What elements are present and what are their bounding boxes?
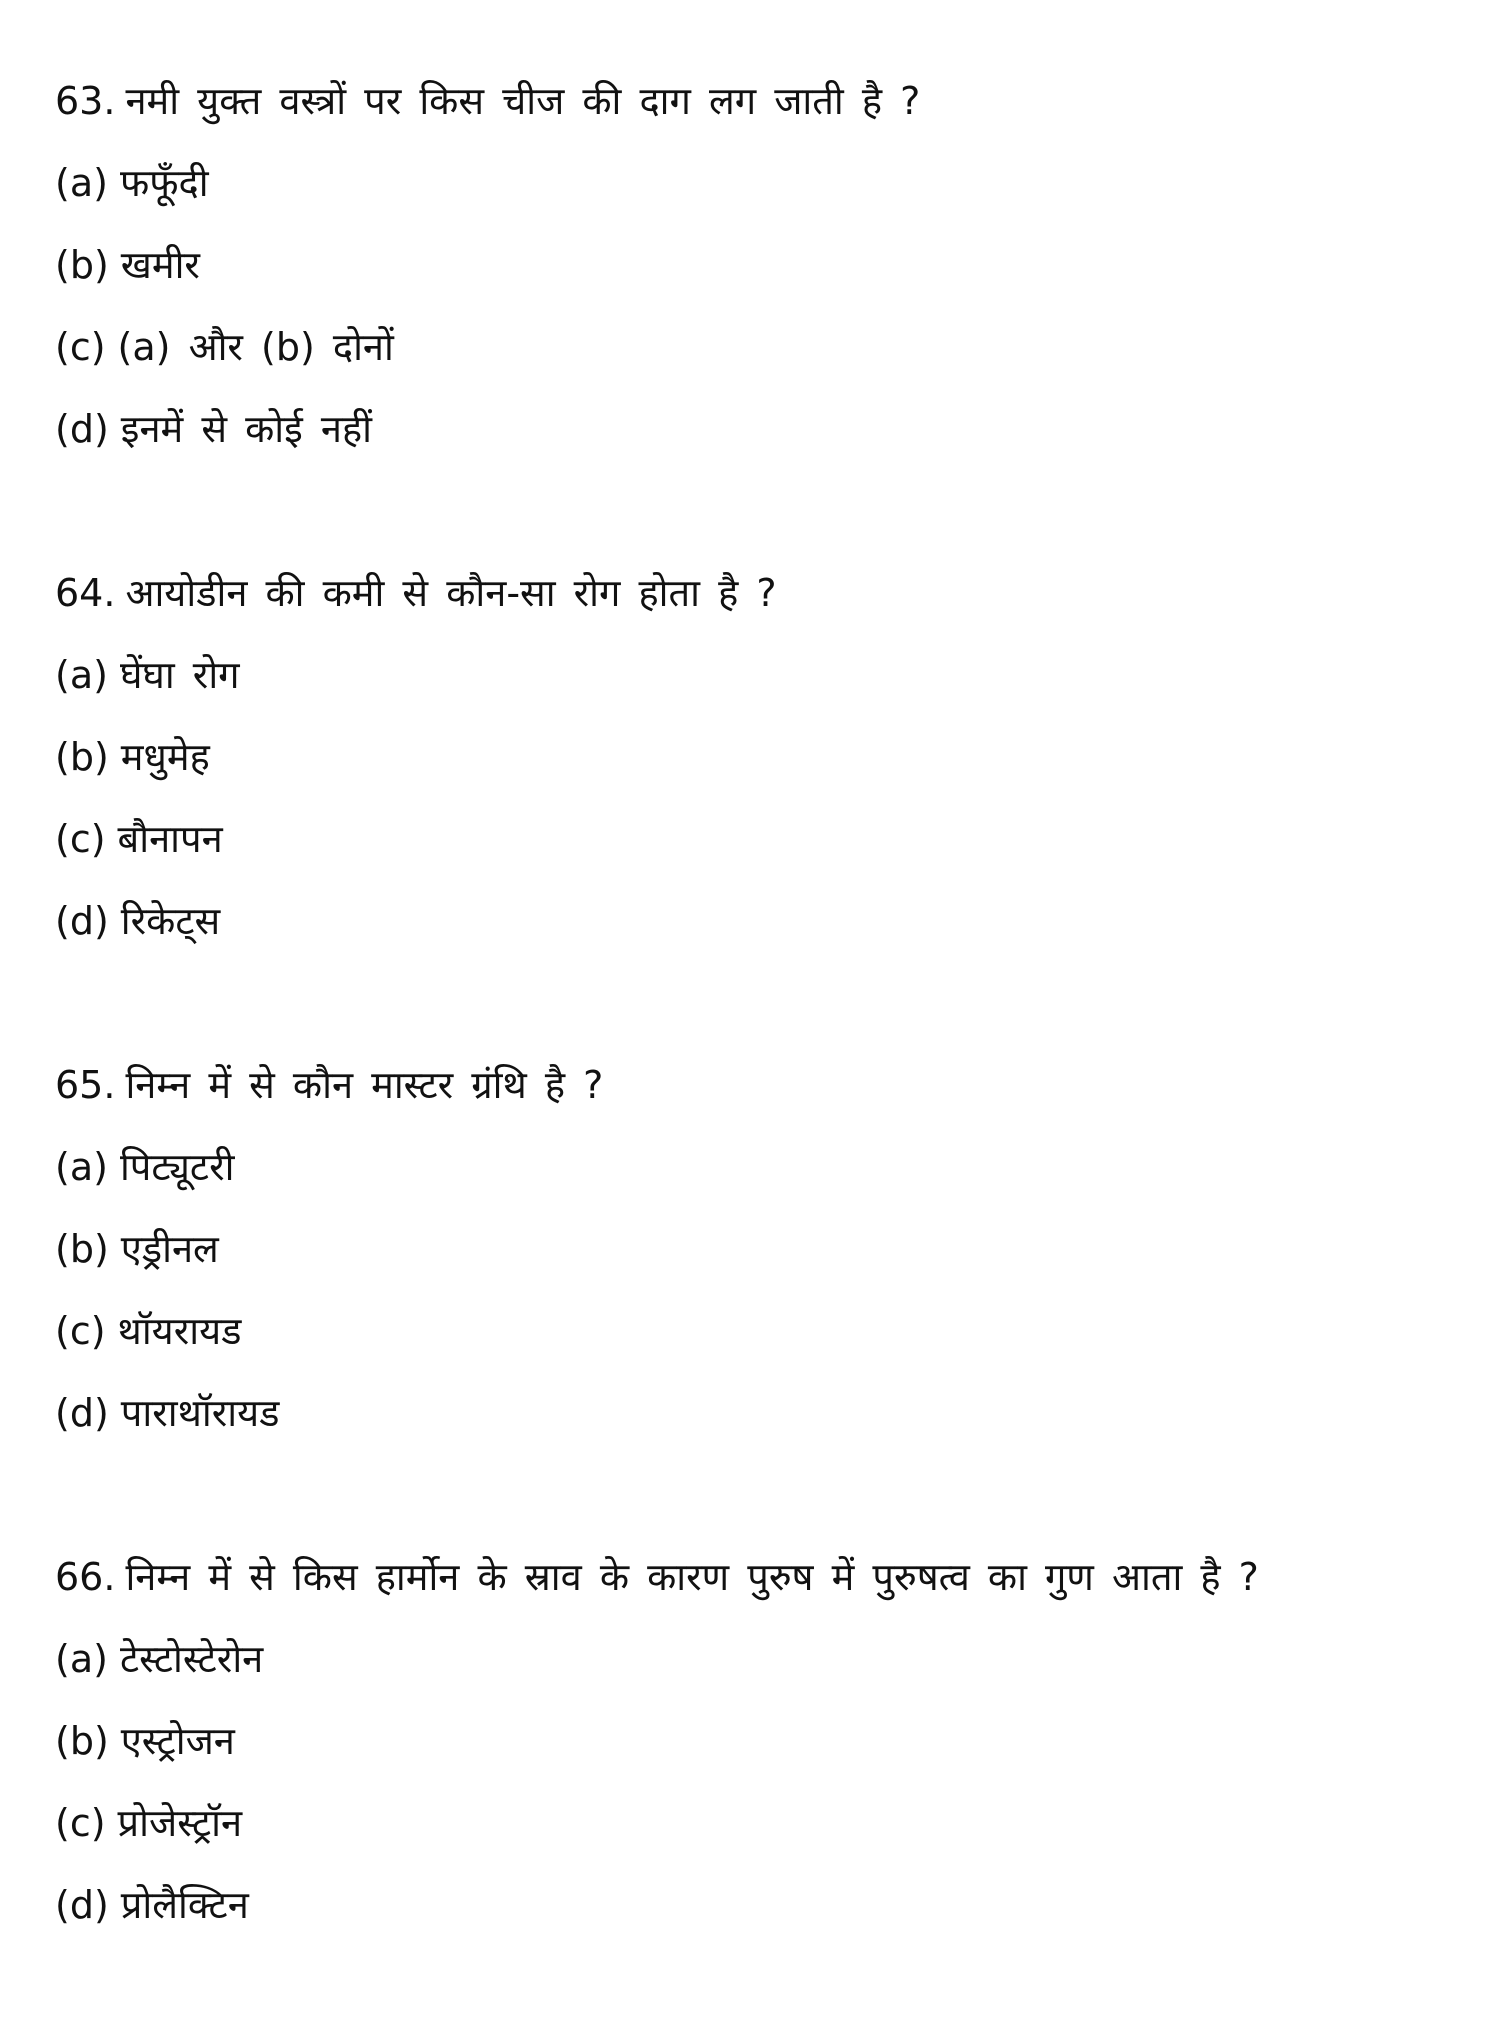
- question-number: 64.: [55, 571, 116, 615]
- option-label: (b): [55, 1719, 109, 1763]
- option-c: [55, 1290, 1455, 1372]
- option-text: एड्रीनल: [120, 1227, 219, 1271]
- question-65: [55, 1044, 1455, 1454]
- option-d: [55, 880, 1455, 962]
- question-number: 63.: [55, 79, 116, 123]
- option-text: प्रोजेस्ट्रॉन: [117, 1801, 243, 1845]
- question-number: 65.: [55, 1063, 116, 1107]
- option-text: थॉयरायड: [117, 1309, 242, 1353]
- option-text: पाराथॉरायड: [120, 1391, 280, 1435]
- option-label: (c): [55, 1801, 106, 1845]
- option-text: (a) और (b) दोनों: [117, 325, 394, 369]
- question-text: [55, 1536, 1455, 1618]
- option-label: (c): [55, 325, 106, 369]
- question-63: [55, 60, 1455, 470]
- option-text: टेस्टोस्टेरोन: [119, 1637, 264, 1681]
- option-text: पिट्यूटरी: [119, 1145, 235, 1189]
- option-b: [55, 224, 1455, 306]
- option-text: मधुमेह: [120, 735, 210, 779]
- option-c: [55, 798, 1455, 880]
- option-label: (c): [55, 817, 106, 861]
- question-statement: निम्न में से किस हार्मोन के स्राव के कारण पुरुष में पुरुषत्व का गुण आता है ?: [125, 1555, 1259, 1599]
- option-label: (d): [55, 899, 109, 943]
- option-text: घेंघा रोग: [119, 653, 240, 697]
- option-label: (b): [55, 735, 109, 779]
- question-number: 66.: [55, 1555, 116, 1599]
- question-statement: निम्न में से कौन मास्टर ग्रंथि है ?: [125, 1063, 604, 1107]
- option-c: [55, 306, 1455, 388]
- question-66: [55, 1536, 1455, 1946]
- option-text: फफूँदी: [119, 161, 209, 205]
- question-statement: नमी युक्त वस्त्रों पर किस चीज की दाग लग जाती है ?: [125, 79, 921, 123]
- option-d: [55, 1864, 1455, 1946]
- option-b: [55, 716, 1455, 798]
- option-label: (a): [55, 1145, 108, 1189]
- question-text: [55, 60, 1455, 142]
- option-label: (d): [55, 1883, 109, 1927]
- option-a: [55, 1618, 1455, 1700]
- option-c: [55, 1782, 1455, 1864]
- option-b: [55, 1208, 1455, 1290]
- option-a: [55, 634, 1455, 716]
- question-statement: आयोडीन की कमी से कौन-सा रोग होता है ?: [125, 571, 777, 615]
- option-d: [55, 1372, 1455, 1454]
- option-a: [55, 142, 1455, 224]
- option-text: एस्ट्रोजन: [120, 1719, 235, 1763]
- option-label: (b): [55, 243, 109, 287]
- option-text: इनमें से कोई नहीं: [120, 407, 372, 451]
- option-label: (b): [55, 1227, 109, 1271]
- option-text: खमीर: [120, 243, 200, 287]
- question-64: [55, 552, 1455, 962]
- option-label: (d): [55, 1391, 109, 1435]
- option-label: (a): [55, 653, 108, 697]
- option-text: बौनापन: [117, 817, 223, 861]
- option-label: (a): [55, 1637, 108, 1681]
- option-d: [55, 388, 1455, 470]
- option-text: प्रोलैक्टिन: [120, 1883, 249, 1927]
- option-a: [55, 1126, 1455, 1208]
- option-label: (a): [55, 161, 108, 205]
- option-label: (d): [55, 407, 109, 451]
- option-b: [55, 1700, 1455, 1782]
- option-label: (c): [55, 1309, 106, 1353]
- option-text: रिकेट्स: [120, 899, 221, 943]
- question-text: [55, 1044, 1455, 1126]
- question-text: [55, 552, 1455, 634]
